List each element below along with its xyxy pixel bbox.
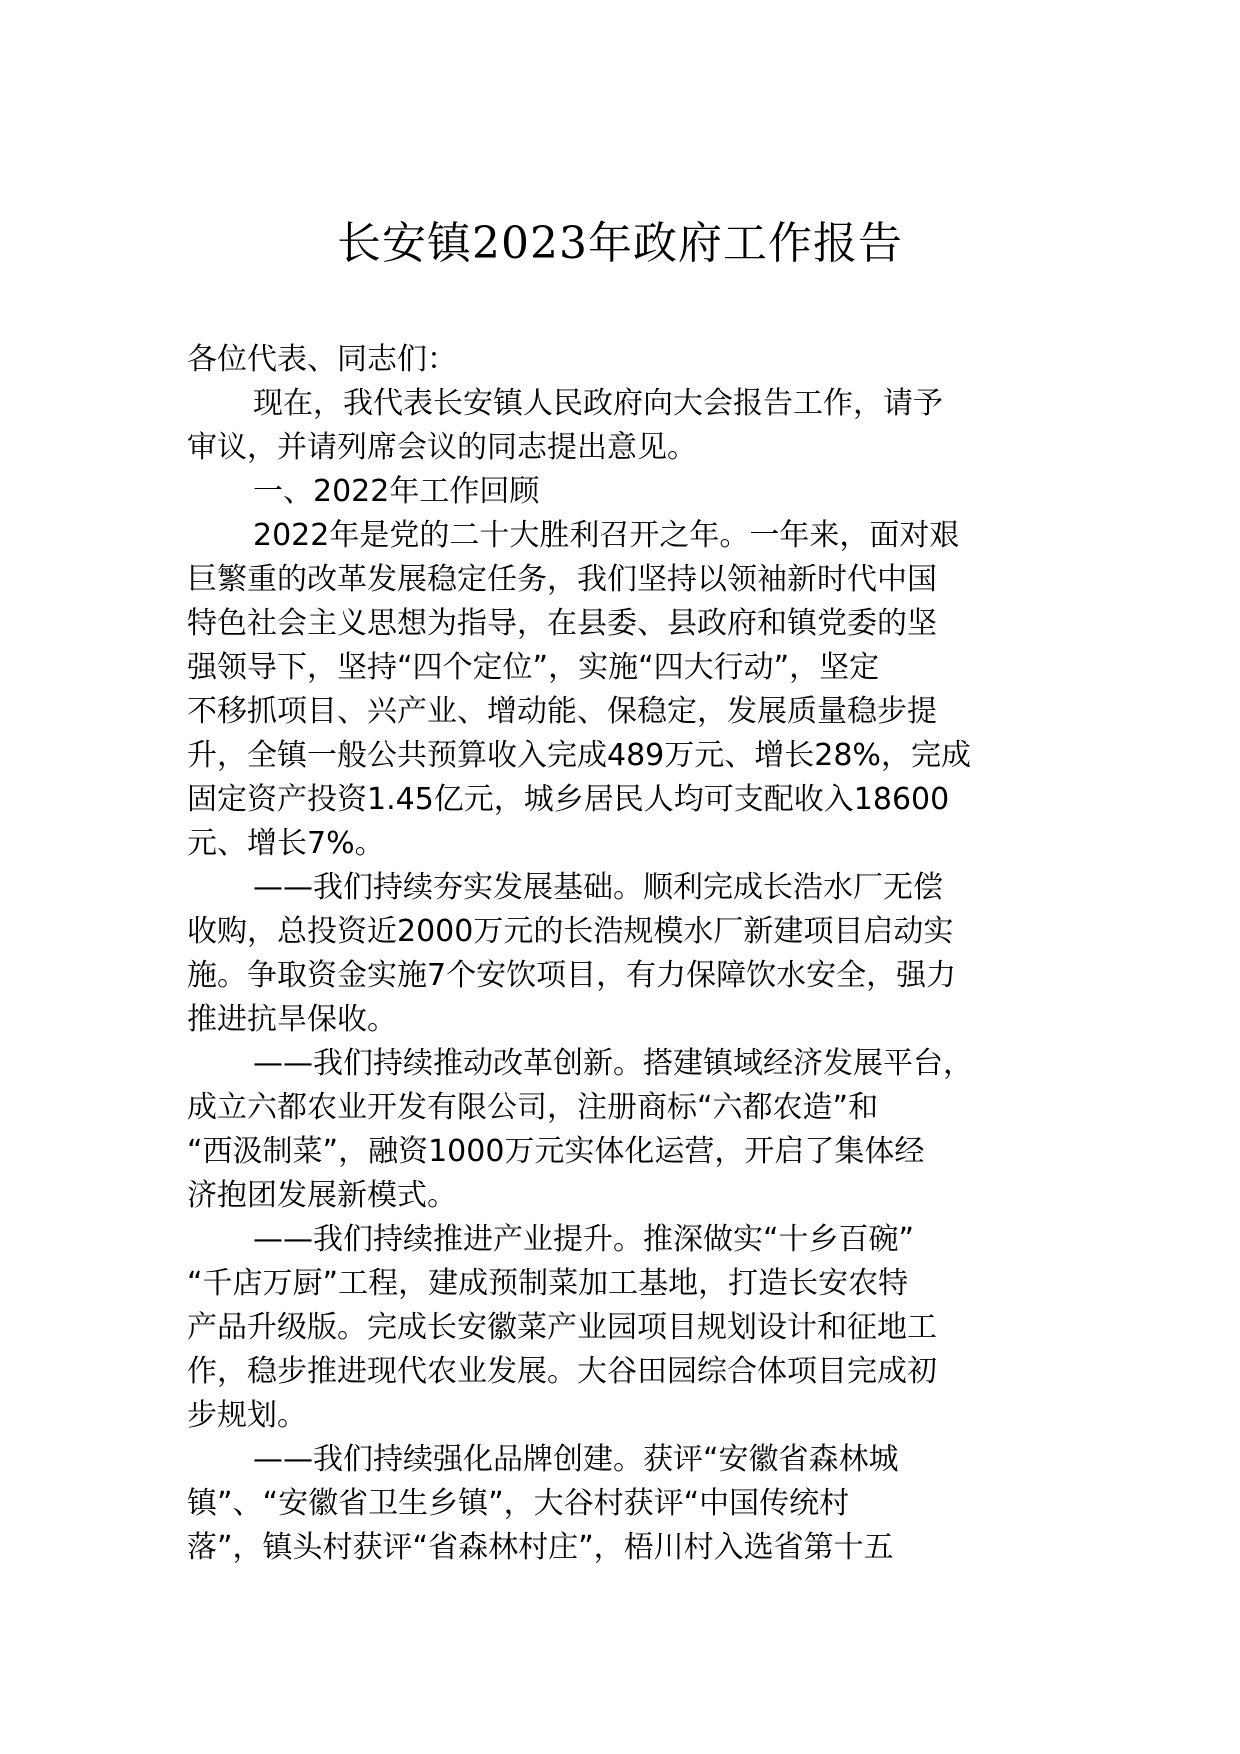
paragraph-line: 不移抓项目、兴产业、增动能、保稳定，发展质量稳步提 xyxy=(187,694,937,729)
paragraph-line: 镇”、“安徽省卫生乡镇”，大谷村获评“中国传统村 xyxy=(187,1486,850,1521)
paragraph-line: 巨繁重的改革发展稳定任务，我们坚持以领袖新时代中国 xyxy=(187,562,937,597)
paragraph-line: 步规划。 xyxy=(187,1398,307,1433)
paragraph-line: 一、2022年工作回顾 xyxy=(253,474,540,509)
paragraph xyxy=(187,382,1055,470)
document-title: 长安镇2023年政府工作报告 xyxy=(337,218,903,269)
paragraph xyxy=(187,866,1055,1042)
paragraph-line: “千店万厨”工程，建成预制菜加工基地，打造长安农特 xyxy=(187,1266,909,1301)
paragraph-line: 2022年是党的二十大胜利召开之年。一年来，面对艰 xyxy=(253,518,960,553)
paragraph-line: ——我们持续夯实发展基础。顺利完成长浩水厂无偿 xyxy=(253,870,943,905)
paragraph-line: 审议，并请列席会议的同志提出意见。 xyxy=(187,430,697,465)
paragraph-line: 济抱团发展新模式。 xyxy=(187,1178,457,1213)
paragraph xyxy=(187,1218,1055,1438)
paragraph-line: 元、增长7%。 xyxy=(187,826,385,861)
paragraph xyxy=(187,1438,1055,1570)
paragraph-line: 升，全镇一般公共预算收入完成489万元、增长28%，完成 xyxy=(187,738,971,773)
paragraph-line: 特色社会主义思想为指导，在县委、县政府和镇党委的坚 xyxy=(187,606,937,641)
paragraph-line: 固定资产投资1.45亿元，城乡居民人均可支配收入18600 xyxy=(187,782,950,817)
salutation: 各位代表、同志们： xyxy=(187,342,457,377)
paragraph-line: 成立六都农业开发有限公司，注册商标“六都农造”和 xyxy=(187,1090,879,1125)
paragraph-line: “西汲制菜”，融资1000万元实体化运营，开启了集体经 xyxy=(187,1134,925,1169)
paragraph-line: 施。争取资金实施7个安饮项目，有力保障饮水安全，强力 xyxy=(187,958,957,993)
paragraph-line: 现在，我代表长安镇人民政府向大会报告工作，请予 xyxy=(253,386,943,421)
paragraph-line: 推进抗旱保收。 xyxy=(187,1002,397,1037)
paragraph xyxy=(187,514,1055,866)
paragraph-line: ——我们持续推进产业提升。推深做实“十乡百碗” xyxy=(253,1222,915,1257)
document-body xyxy=(187,338,1055,1570)
paragraph xyxy=(187,1042,1055,1218)
paragraph-line: 产品升级版。完成长安徽菜产业园项目规划设计和征地工 xyxy=(187,1310,937,1345)
section-heading xyxy=(187,470,1055,514)
paragraph-line: ——我们持续推动改革创新。搭建镇域经济发展平台， xyxy=(253,1046,973,1081)
paragraph-line: 落”，镇头村获评“省森林村庄”，梧川村入选省第十五 xyxy=(187,1530,894,1565)
paragraph-line: 作，稳步推进现代农业发展。大谷田园综合体项目完成初 xyxy=(187,1354,937,1389)
paragraph-line: 强领导下，坚持“四个定位”，实施“四大行动”，坚定 xyxy=(187,650,880,685)
paragraph-line: ——我们持续强化品牌创建。获评“安徽省森林城 xyxy=(253,1442,899,1477)
paragraph-line: 收购，总投资近2000万元的长浩规模水厂新建项目启动实 xyxy=(187,914,954,949)
